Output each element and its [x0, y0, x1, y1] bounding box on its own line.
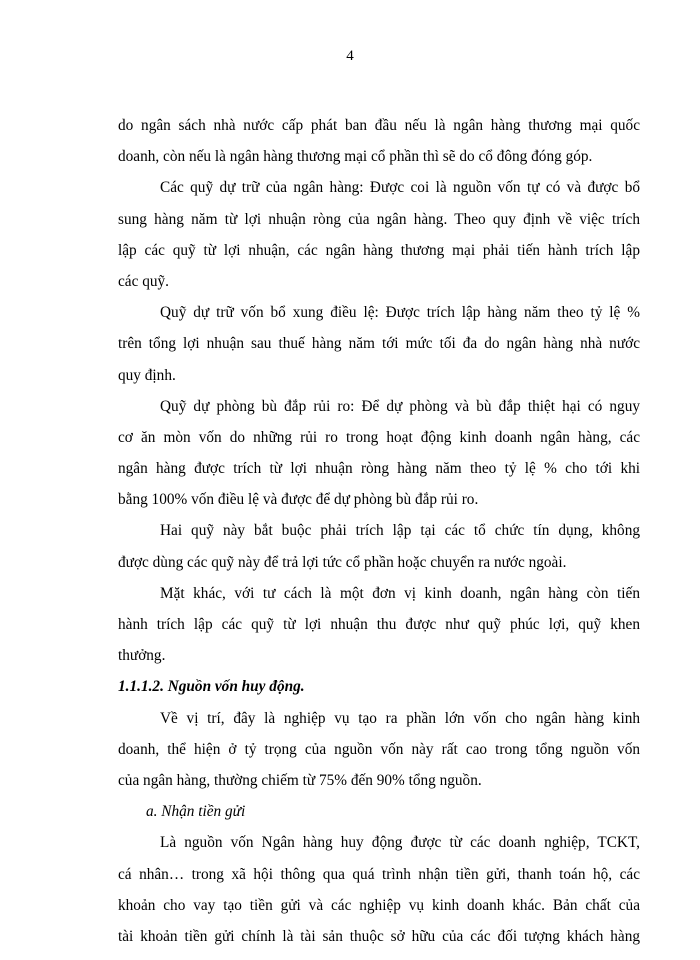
paragraph	[118, 827, 640, 952]
paragraph	[118, 172, 640, 297]
text-line: Hai quỹ này bắt buộc phải trích lập tại các tổ chức tín dụng, không	[160, 522, 640, 540]
text-line: trên tổng lợi nhuận sau thuế hàng năm tới mức tối đa do ngân hàng nhà nước	[118, 335, 640, 353]
text-line: các quỹ.	[118, 272, 169, 290]
text-line: Về vị trí, đây là nghiệp vụ tạo ra phần lớn vốn cho ngân hàng kinh	[160, 709, 640, 727]
text-line: Là nguồn vốn Ngân hàng huy động được từ các doanh nghiệp, TCKT,	[160, 834, 640, 852]
text-line: tài khoản tiền gửi chính là tài sản thuộc sở hữu của các đối tượng khách hàng	[118, 927, 640, 945]
text-line: Các quỹ dự trữ của ngân hàng: Được coi là nguồn vốn tự có và được bổ	[160, 179, 640, 197]
text-line: cá nhân… trong xã hội thông qua quá trình nhận tiền gửi, thanh toán hộ, các	[118, 865, 640, 883]
text-line: quy định.	[118, 366, 176, 384]
paragraph	[118, 515, 640, 577]
page-number: 4	[346, 48, 354, 64]
paragraph	[118, 391, 640, 516]
text-line: cơ ăn mòn vốn do những rủi ro trong hoạt động kinh doanh ngân hàng, các	[118, 428, 640, 446]
text-line: hành trích lập các quỹ từ lợi nhuận thu được như quỹ phúc lợi, quỹ khen	[118, 616, 640, 633]
text-line: ngân hàng được trích từ lợi nhuận ròng hàng năm theo tỷ lệ % cho tới khi	[118, 460, 640, 478]
paragraph	[118, 703, 640, 797]
document-body	[118, 110, 640, 952]
paragraph	[118, 297, 640, 391]
text-line: Quỹ dự trữ vốn bổ xung điều lệ: Được trích lập hàng năm theo tỷ lệ %	[160, 304, 640, 322]
text-line: lập các quỹ từ lợi nhuận, các ngân hàng thương mại phải tiến hành trích lập	[118, 241, 640, 259]
paragraph	[118, 578, 640, 672]
text-line: sung hàng năm từ lợi nhuận ròng của ngân hàng. Theo quy định về việc trích	[118, 210, 640, 228]
text-line: doanh, thể hiện ở tỷ trọng của nguồn vốn này rất cao trong tổng nguồn vốn	[118, 740, 640, 758]
text-line: doanh, còn nếu là ngân hàng thương mại cổ phần thì sẽ do cổ đông đóng góp.	[118, 148, 593, 166]
subheading: a. Nhận tiền gửi	[146, 803, 246, 821]
text-line: bằng 100% vốn điều lệ và được để dự phòng bù đắp rủi ro.	[118, 491, 479, 509]
text-line: Mặt khác, với tư cách là một đơn vị kinh doanh, ngân hàng còn tiến	[160, 584, 640, 602]
text-line: thưởng.	[118, 647, 166, 665]
text-line: của ngân hàng, thường chiếm từ 75% đến 90% tổng nguồn.	[118, 771, 482, 789]
section-heading: 1.1.1.2. Nguồn vốn huy động.	[118, 678, 305, 696]
text-line: khoản cho vay tạo tiền gửi và các nghiệp vụ kinh doanh khác. Bản chất của	[118, 896, 640, 914]
text-line: Quỹ dự phòng bù đắp rủi ro: Để dự phòng và bù đắp thiệt hại có nguy	[160, 397, 640, 415]
text-line: do ngân sách nhà nước cấp phát ban đầu nếu là ngân hàng thương mại quốc	[118, 117, 640, 134]
paragraph	[118, 110, 640, 172]
text-line: được dùng các quỹ này để trả lợi tức cổ phần hoặc chuyển ra nước ngoài.	[118, 553, 567, 571]
